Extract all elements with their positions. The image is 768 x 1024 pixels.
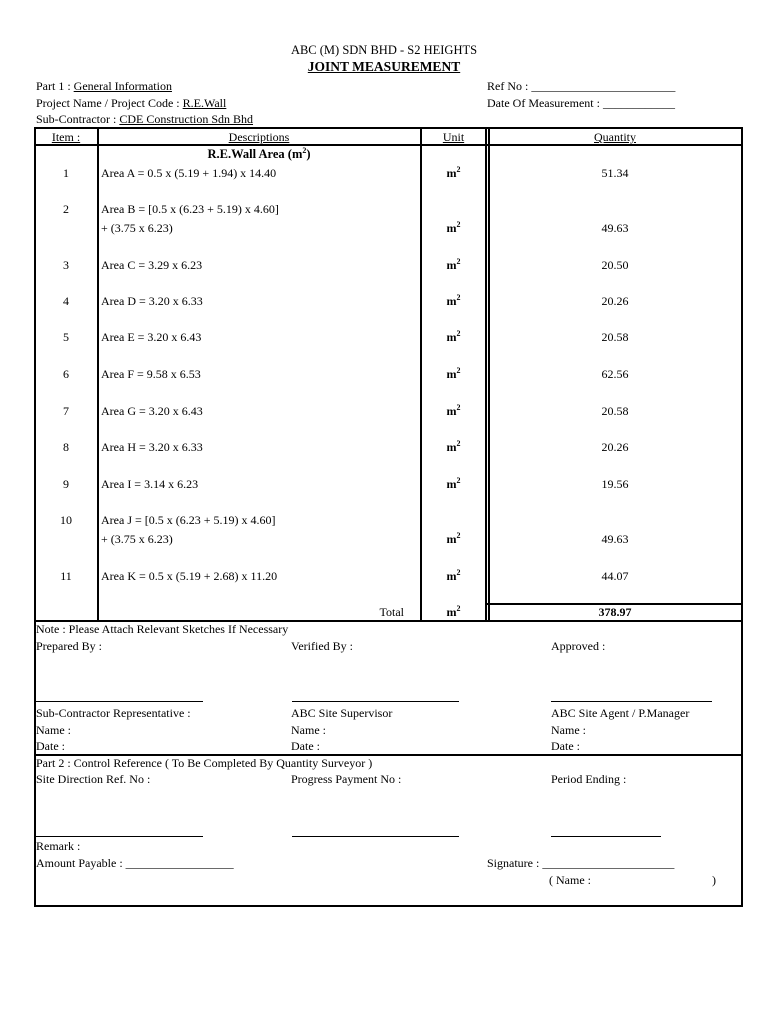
item-quantity: 20.58 [601, 404, 629, 418]
signature-line [551, 701, 712, 702]
item-unit: $m^2$ [446, 220, 461, 235]
item-unit: $m^2$ [446, 568, 461, 583]
name-label: Name : [551, 723, 586, 737]
form-title: JOINT MEASUREMENT [307, 59, 461, 74]
col-divider [97, 127, 99, 622]
item-description: + (3.75 x 6.23) [101, 532, 173, 546]
sub-rep-label: Sub-Contractor Representative : [36, 706, 191, 720]
header-item: Item : [51, 130, 81, 144]
site-supervisor-label: ABC Site Supervisor [291, 706, 393, 720]
item-number: 8 [63, 440, 69, 454]
item-description: Area A = 0.5 x (5.19 + 1.94) x 14.40 [101, 166, 277, 180]
item-description: Area B = [0.5 x (6.23 + 5.19) x 4.60] [101, 202, 279, 216]
verified-by: Verified By : [291, 639, 353, 653]
total-value: 378.97 [598, 605, 632, 619]
item-description: Area C = 3.29 x 6.23 [101, 258, 203, 272]
site-direction-ref: Site Direction Ref. No : [36, 772, 151, 786]
item-quantity: 20.26 [601, 440, 629, 454]
item-quantity: 62.56 [601, 367, 629, 381]
signature-line [292, 836, 459, 837]
section-title: R.E.Wall Area $(m^2)$ [207, 145, 311, 161]
item-unit: $m^2$ [446, 293, 461, 308]
part1-label: Part 1 : General Information [36, 79, 172, 93]
item-number: 6 [63, 367, 69, 381]
note: Note : Please Attach Relevant Sketches If Necessary [36, 622, 289, 636]
total-label: Total [379, 605, 404, 619]
item-description: + (3.75 x 6.23) [101, 221, 173, 235]
project-name: Project Name / Project Code : R.E.Wall [36, 96, 227, 110]
item-description: Area I = 3.14 x 6.23 [101, 477, 199, 491]
item-quantity: 51.34 [601, 166, 629, 180]
prepared-by: Prepared By : [36, 639, 102, 653]
item-quantity: 20.50 [601, 258, 629, 272]
date-label: Date : [551, 739, 580, 753]
item-unit: $m^2$ [446, 366, 461, 381]
item-quantity: 19.56 [601, 477, 629, 491]
item-description: Area E = 3.20 x 6.43 [101, 330, 202, 344]
item-unit: $m^2$ [446, 531, 461, 546]
name-open: ( Name : [549, 873, 591, 887]
item-quantity: 20.26 [601, 294, 629, 308]
amount-payable: Amount Payable : __________________ [36, 856, 234, 870]
item-unit: $m^2$ [446, 165, 461, 180]
signature-line [36, 836, 203, 837]
name-close: ) [712, 873, 716, 887]
item-description: Area G = 3.20 x 6.43 [101, 404, 203, 418]
item-quantity: 49.63 [601, 532, 629, 546]
signature: Signature : ______________________ [487, 856, 675, 870]
item-number: 7 [63, 404, 69, 418]
progress-payment-no: Progress Payment No : [291, 772, 402, 786]
item-description: Area K = 0.5 x (5.19 + 2.68) x 11.20 [101, 569, 278, 583]
total-unit: $m^2$ [446, 604, 461, 619]
header-quantity: Quantity [594, 130, 636, 144]
item-number: 5 [63, 330, 69, 344]
item-number: 2 [63, 202, 69, 216]
header-divider [34, 144, 743, 146]
item-unit: $m^2$ [446, 257, 461, 272]
period-ending: Period Ending : [551, 772, 627, 786]
item-description: Area F = 9.58 x 6.53 [101, 367, 201, 381]
approved: Approved : [551, 639, 606, 653]
part2-title: Part 2 : Control Reference ( To Be Completed By Quantity Surveyor ) [36, 756, 373, 770]
item-number: 4 [63, 294, 69, 308]
company-title: ABC (M) SDN BHD - S2 HEIGHTS [290, 43, 478, 57]
item-quantity: 20.58 [601, 330, 629, 344]
item-unit: $m^2$ [446, 329, 461, 344]
signature-line [36, 701, 203, 702]
date-label: Date : [291, 739, 320, 753]
item-number: 10 [60, 513, 72, 527]
item-quantity: 44.07 [601, 569, 629, 583]
signature-line [551, 836, 661, 837]
item-number: 3 [63, 258, 69, 272]
date-of-measurement: Date Of Measurement : ____________ [487, 96, 675, 110]
col-divider [485, 127, 487, 622]
remark: Remark : [36, 839, 81, 853]
name-label: Name : [36, 723, 71, 737]
item-unit: $m^2$ [446, 476, 461, 491]
site-agent-label: ABC Site Agent / P.Manager [551, 706, 690, 720]
header-unit: Unit [442, 130, 465, 144]
header-descriptions: Descriptions [228, 130, 290, 144]
item-description: Area J = [0.5 x (6.23 + 5.19) x 4.60] [101, 513, 276, 527]
item-unit: $m^2$ [446, 403, 461, 418]
subcontractor: Sub-Contractor : CDE Construction Sdn Bhd [36, 112, 254, 126]
ref-no: Ref No : ________________________ [487, 79, 676, 93]
item-description: Area H = 3.20 x 6.33 [101, 440, 203, 454]
signature-line [292, 701, 459, 702]
item-number: 1 [63, 166, 69, 180]
date-label: Date : [36, 739, 65, 753]
name-label: Name : [291, 723, 326, 737]
item-description: Area D = 3.20 x 6.33 [101, 294, 203, 308]
item-unit: $m^2$ [446, 439, 461, 454]
item-number: 11 [60, 569, 72, 583]
item-number: 9 [63, 477, 69, 491]
item-quantity: 49.63 [601, 221, 629, 235]
